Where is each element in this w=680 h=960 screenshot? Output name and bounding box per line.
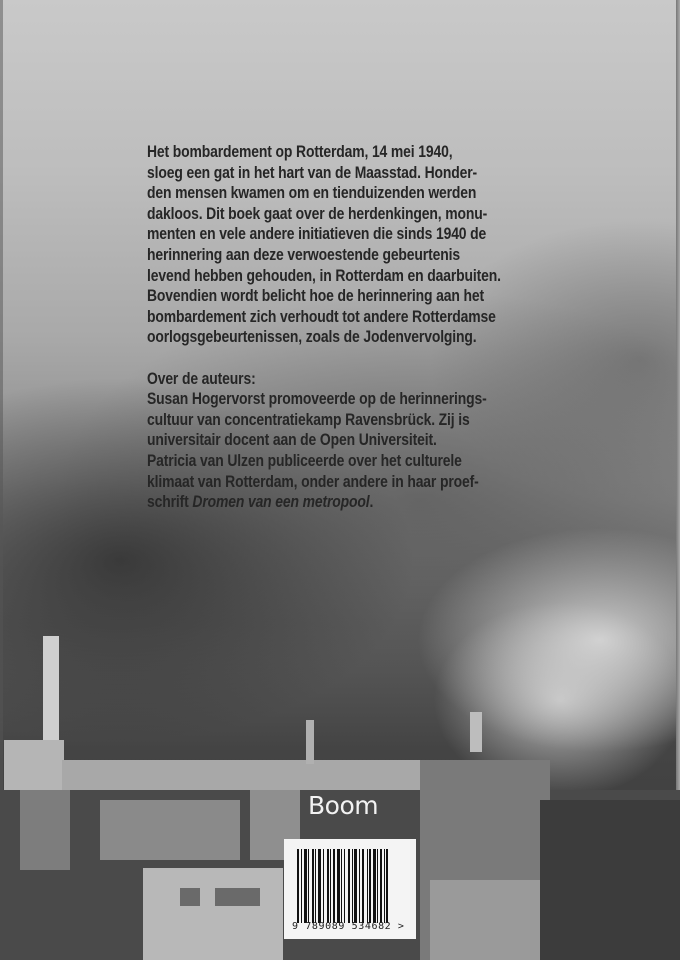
barcode-bars [297,849,405,923]
description-line: levend hebben gehouden, in Rotterdam en daarbuiten. [147,266,501,285]
description-line: bombardement zich verhoudt tot andere Rotterdamse [147,307,496,326]
isbn-number: 9 789089 534682 > [292,921,405,932]
description-line: dakloos. Dit boek gaat over de herdenkingen, monu- [147,204,488,223]
publisher-logo: Boom [308,791,379,820]
book-title-italic: Dromen van een metropool [192,493,370,512]
authors-line: klimaat van Rotterdam, onder andere in haar proef- [147,472,479,491]
authors-text: schrift [147,493,193,512]
back-cover-text [147,142,551,513]
period: . [369,493,374,512]
authors-line-last [147,492,551,513]
authors-line: cultuur van concentratiekamp Ravensbrück. Zij is [147,410,470,429]
authors-line: Susan Hogervorst promoveerde op de herinnerings- [147,390,487,409]
description-line: menten en vele andere initiatieven die sinds 1940 de [147,225,487,244]
description-line: Bovendien wordt belicht hoe de herinnering aan het [147,287,484,306]
description-line: den mensen kwamen om en tienduizenden werden [147,184,477,203]
authors-line: Patricia van Ulzen publiceerde over het culturele [147,451,462,470]
description-line: sloeg een gat in het hart van de Maasstad. Honder- [147,163,478,182]
authors-line: universitair docent aan de Open Universiteit. [147,431,437,450]
description-line: oorlogsgebeurtenissen, zoals de Jodenvervolging. [147,328,477,347]
description-line: Het bombardement op Rotterdam, 14 mei 1940, [147,143,453,161]
isbn-barcode [284,839,416,939]
description-line: herinnering aan deze verwoestende gebeurtenis [147,245,460,264]
authors-heading: Over de auteurs: [147,369,256,388]
